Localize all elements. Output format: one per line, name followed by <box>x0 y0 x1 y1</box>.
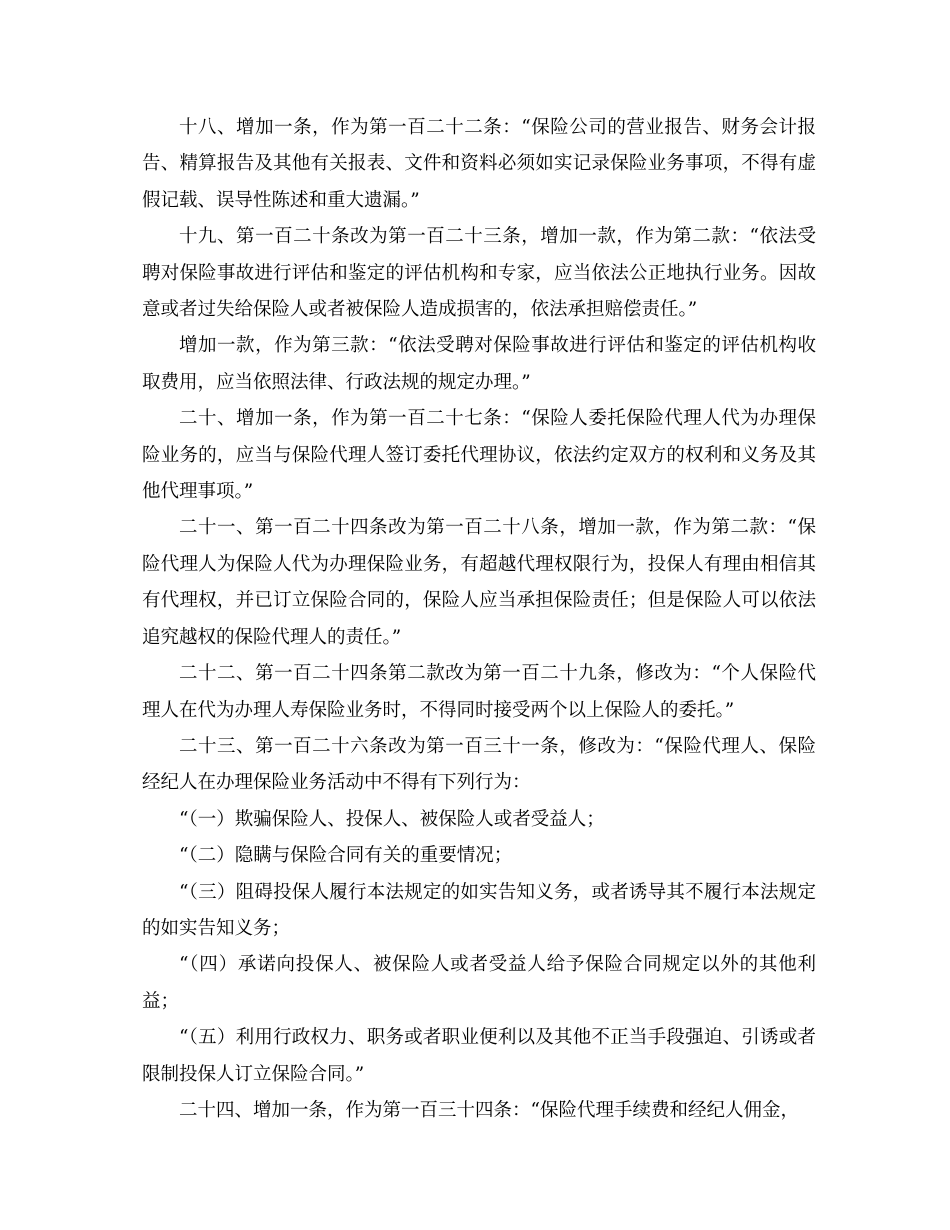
paragraph-article-24: 二十四、增加一条，作为第一百三十四条：“保险代理手续费和经纪人佣金， <box>179 1099 799 1121</box>
list-item-4: “（四）承诺向投保人、被保险人或者受益人给予保险合同规定以外的其他利益； <box>142 954 816 1012</box>
paragraph-article-19-third-clause: 增加一款，作为第三款：“依法受聘对保险事故进行评估和鉴定的评估机构收取费用，应当依照法律、行政法规的规定办理。” <box>142 335 816 393</box>
list-item-5: “（五）利用行政权力、职务或者职业便利以及其他不正当手段强迫、引诱或者限制投保人订立保险合同。” <box>142 1027 816 1085</box>
paragraph-article-23: 二十三、第一百二十六条改为第一百三十一条，修改为：“保险代理人、保险经纪人在办理保险业务活动中不得有下列行为： <box>142 735 816 794</box>
paragraph-article-18: 十八、增加一条，作为第一百二十二条：“保险公司的营业报告、财务会计报告、精算报告及其他有关报表、文件和资料必须如实记录保险业务事项，不得有虚假记载、误导性陈述和重大遗漏。” <box>142 117 816 211</box>
list-item-1: “（一）欺骗保险人、投保人、被保险人或者受益人； <box>179 808 605 830</box>
paragraph-article-19: 十九、第一百二十条改为第一百二十三条，增加一款，作为第二款：“依法受聘对保险事故进行评估和鉴定的评估机构和专家，应当依法公正地执行业务。因故意或者过失给保险人或者被保险人造成损害的，依法承担赔偿责任。” <box>142 226 816 321</box>
paragraph-article-20: 二十、增加一条，作为第一百二十七条：“保险人委托保险代理人代为办理保险业务的，应当与保险代理人签订委托代理协议，依法约定双方的权利和义务及其他代理事项。” <box>142 408 816 503</box>
list-item-2: “（二）隐瞒与保险合同有关的重要情况； <box>179 845 513 867</box>
list-item-3: “（三）阻碍投保人履行本法规定的如实告知义务，或者诱导其不履行本法规定的如实告知义务； <box>142 881 816 939</box>
document-body <box>142 110 816 1129</box>
paragraph-article-22: 二十二、第一百二十四条第二款改为第一百二十九条，修改为：“个人保险代理人在代为办理人寿保险业务时，不得同时接受两个以上保险人的委托。” <box>142 663 816 721</box>
paragraph-article-21: 二十一、第一百二十四条改为第一百二十八条，增加一款，作为第二款：“保险代理人为保险人代为办理保险业务，有超越代理权限行为，投保人有理由相信其有代理权，并已订立保险合同的，保险人应当承担保险责任；但是保险人可以依法追究越权的保险代理人的责任。” <box>142 517 816 648</box>
